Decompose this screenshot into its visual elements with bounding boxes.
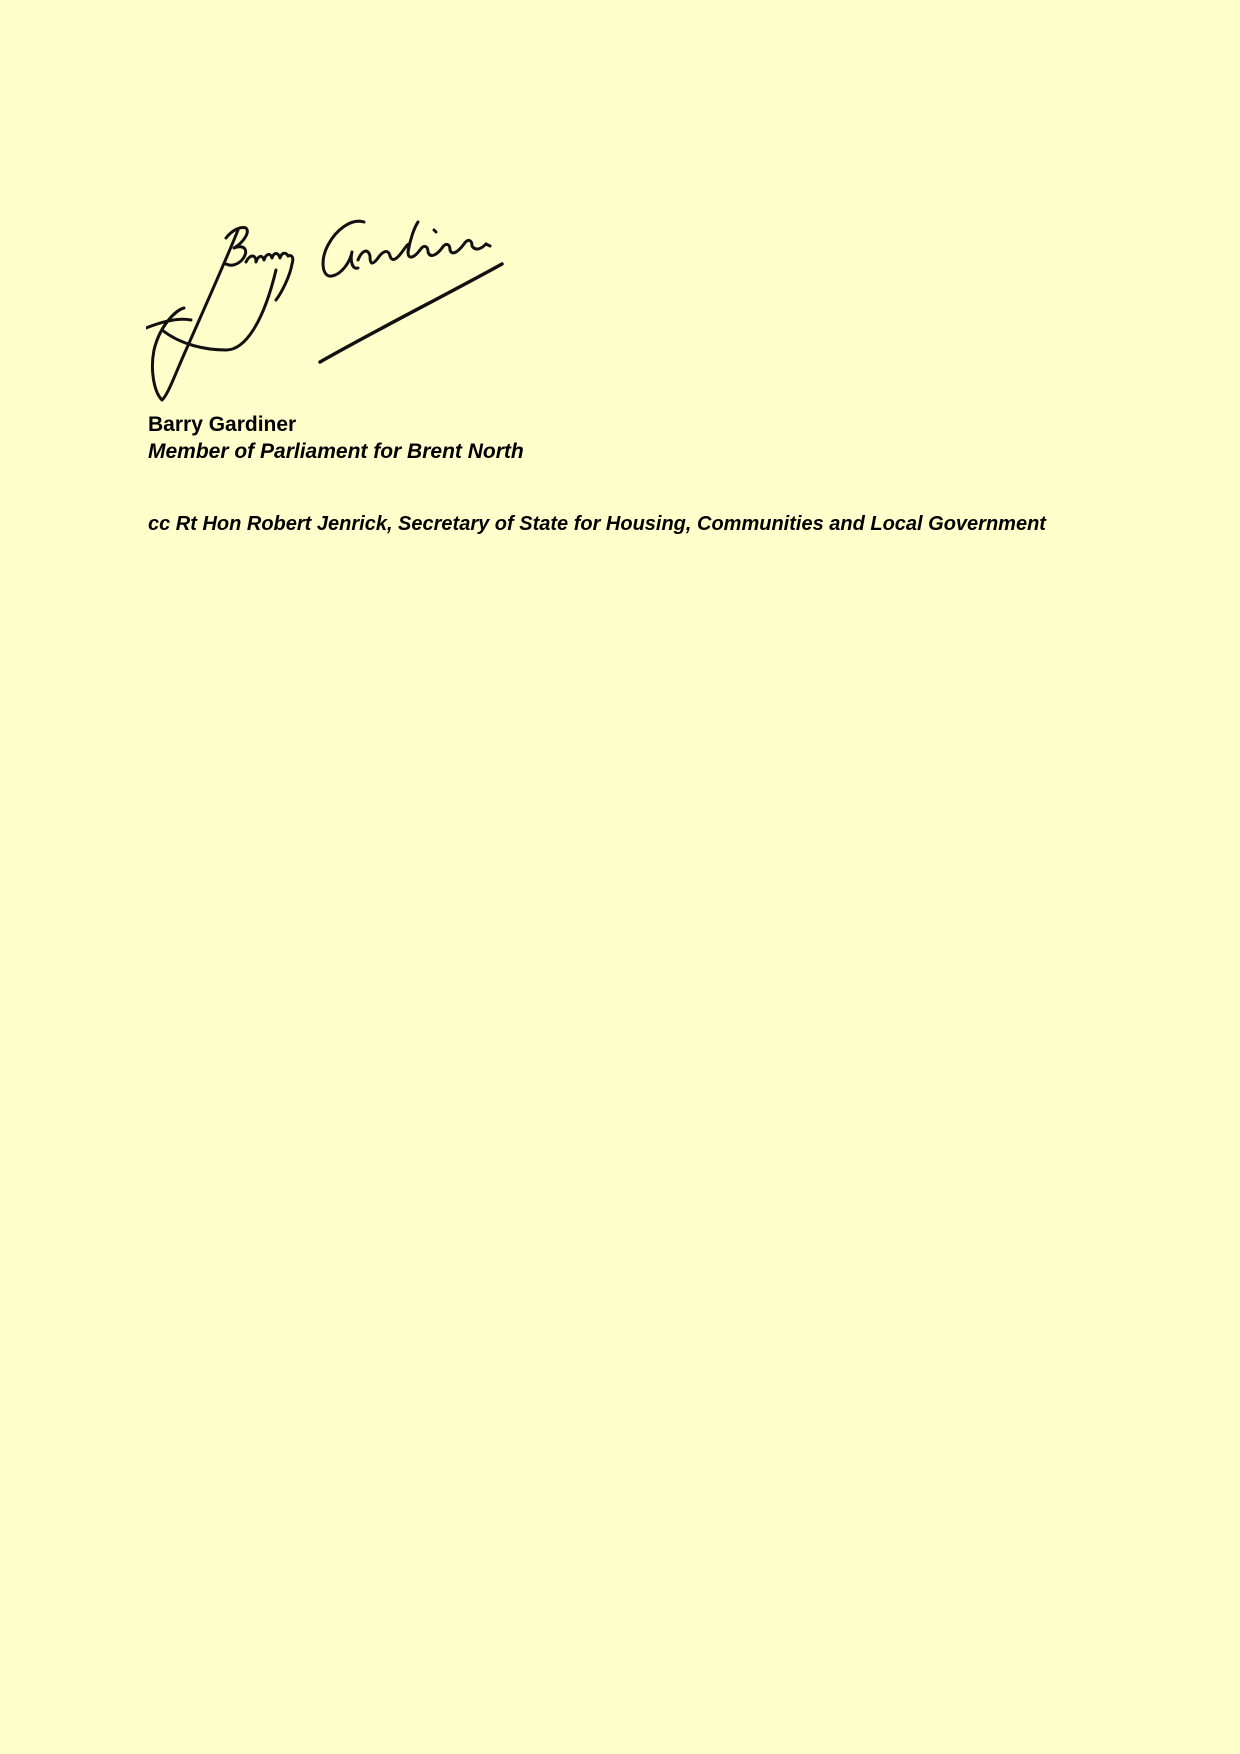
cc-line: cc Rt Hon Robert Jenrick, Secretary of State for Housing, Communities and Local Government bbox=[148, 513, 1046, 535]
handwritten-signature bbox=[146, 200, 566, 405]
signer-title: Member of Parliament for Brent North bbox=[148, 440, 524, 463]
signer-block bbox=[148, 411, 524, 465]
signer-name: Barry Gardiner bbox=[148, 413, 297, 436]
signature-drawing bbox=[146, 200, 566, 405]
